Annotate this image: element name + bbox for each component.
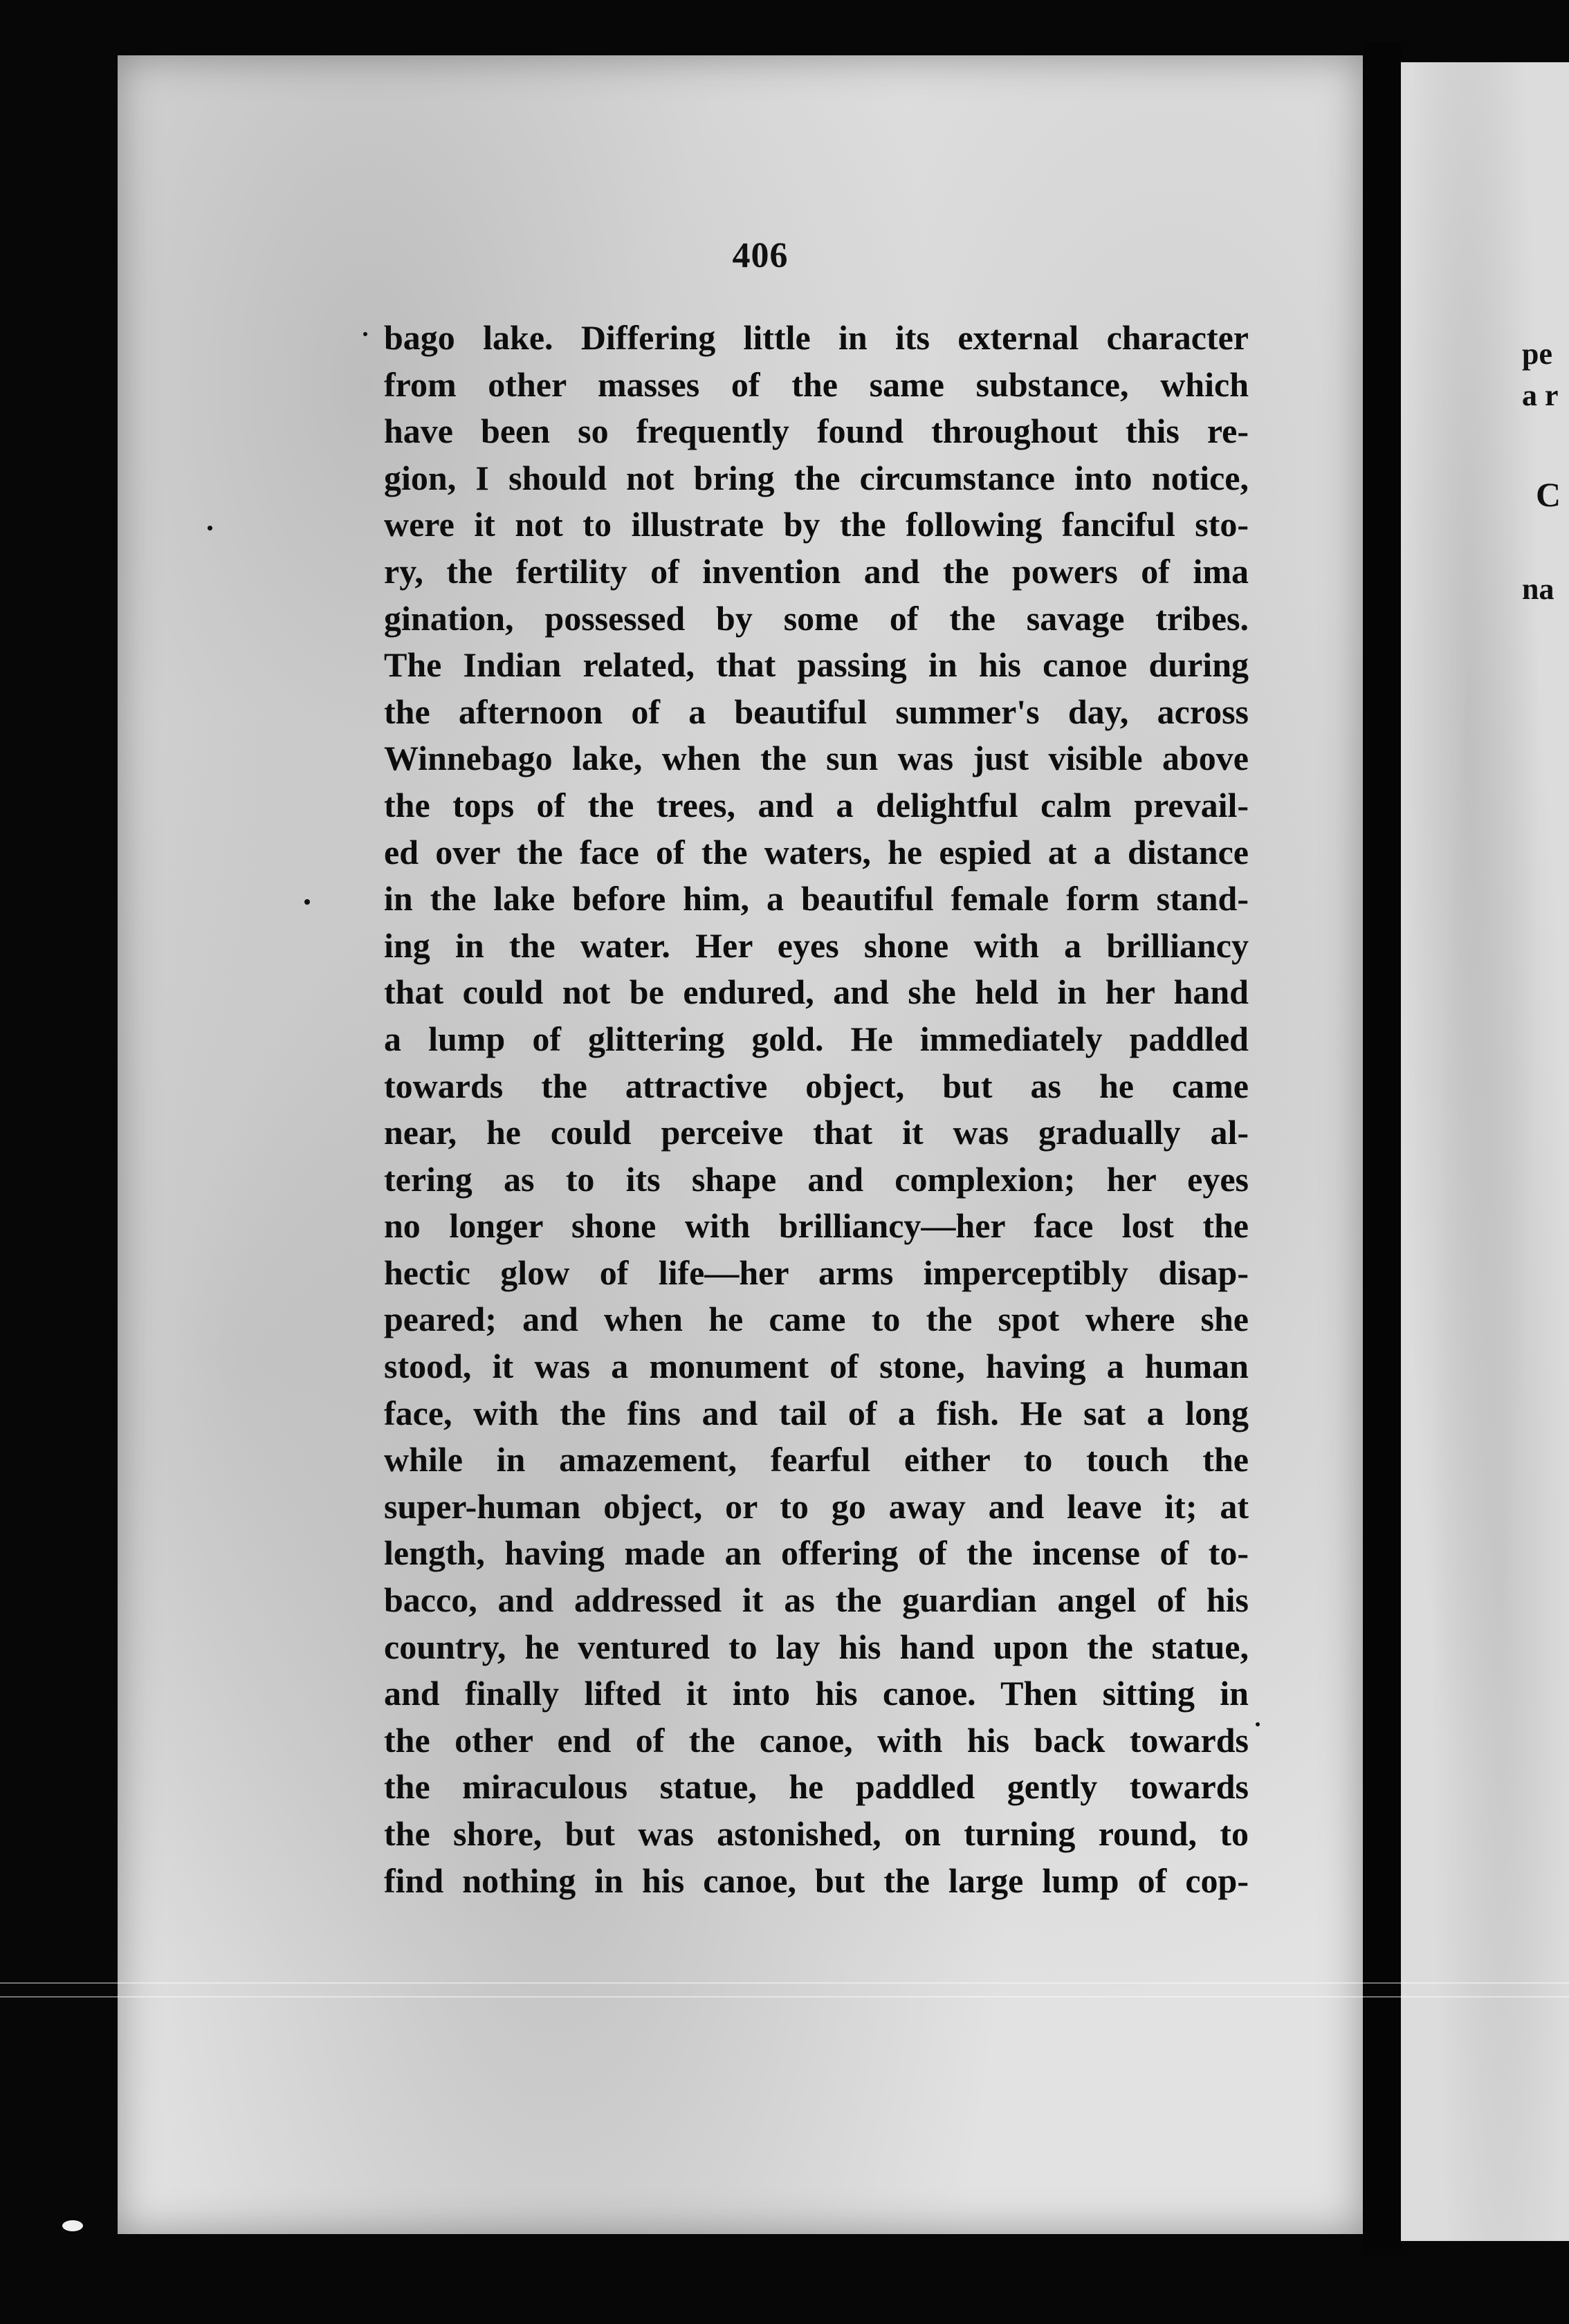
- text-line: stood, it was a monument of stone, having a human: [384, 1347, 1249, 1386]
- text-line: ry, the fertility of invention and the powers of ima: [384, 551, 1249, 591]
- text-line: the afternoon of a beautiful summer's day, across: [384, 692, 1249, 731]
- scan-line-artifact: [0, 1982, 1569, 1984]
- text-line: and finally lifted it into his canoe. Then sitting in: [384, 1674, 1249, 1713]
- text-line: peared; and when he came to the spot where she: [384, 1300, 1249, 1339]
- ink-speck: [208, 526, 212, 531]
- text-line: bacco, and addressed it as the guardian angel of his: [384, 1580, 1249, 1620]
- text-line: find nothing in his canoe, but the large lump of cop-: [384, 1861, 1249, 1900]
- text-line: a lump of glittering gold. He immediately paddled: [384, 1019, 1249, 1058]
- scan-line-artifact: [0, 1996, 1569, 1998]
- text-line: super-human object, or to go away and leave it; at: [384, 1486, 1249, 1526]
- page-number-text: 406: [732, 236, 789, 275]
- text-line: were it not to illustrate by the following fanciful sto-: [384, 505, 1249, 544]
- facing-page-fragment: pe: [1522, 337, 1552, 371]
- text-line: from other masses of the same substance, which: [384, 365, 1249, 404]
- text-line: the shore, but was astonished, on turning round, to: [384, 1814, 1249, 1853]
- ink-speck: [304, 899, 310, 905]
- facing-page-fragment: a r: [1522, 378, 1559, 412]
- facing-page-fragment: C: [1536, 475, 1561, 514]
- text-line: tering as to its shape and complexion; her eyes: [384, 1159, 1249, 1199]
- text-line: The Indian related, that passing in his canoe during: [384, 645, 1249, 685]
- text-line: the other end of the canoe, with his back towards: [384, 1720, 1249, 1760]
- text-line: that could not be endured, and she held in her hand: [384, 972, 1249, 1012]
- body-text: [384, 315, 1249, 1904]
- ink-speck: [1256, 1722, 1260, 1726]
- text-line: have been so frequently found throughout this re-: [384, 412, 1249, 451]
- text-line: ing in the water. Her eyes shone with a brilliancy: [384, 925, 1249, 965]
- text-line: hectic glow of life—her arms imperceptibly disap-: [384, 1253, 1249, 1292]
- text-line: bago lake. Differing little in its external character: [384, 318, 1249, 357]
- text-line: the tops of the trees, and a delightful calm prevail-: [384, 785, 1249, 824]
- page-number: [0, 235, 1569, 276]
- text-line: country, he ventured to lay his hand upon the statue,: [384, 1627, 1249, 1666]
- text-line: in the lake before him, a beautiful female form stand-: [384, 879, 1249, 919]
- ink-speck: [363, 332, 367, 336]
- text-line: towards the attractive object, but as he came: [384, 1066, 1249, 1105]
- text-line: the miraculous statue, he paddled gently towards: [384, 1767, 1249, 1807]
- page-gutter: [1363, 42, 1401, 2255]
- text-line: gination, possessed by some of the savage tribes.: [384, 598, 1249, 638]
- text-line: gion, I should not bring the circumstance into notice,: [384, 458, 1249, 497]
- facing-page: [1401, 62, 1569, 2241]
- facing-page-fragment: na: [1522, 572, 1554, 606]
- text-line: face, with the fins and tail of a fish. He sat a long: [384, 1393, 1249, 1432]
- scan-artifact: [62, 2220, 83, 2231]
- text-line: near, he could perceive that it was gradually al-: [384, 1113, 1249, 1152]
- text-line: ed over the face of the waters, he espied at a distance: [384, 832, 1249, 872]
- text-line: no longer shone with brilliancy—her face lost the: [384, 1206, 1249, 1246]
- text-line: while in amazement, fearful either to touch the: [384, 1440, 1249, 1479]
- text-line: Winnebago lake, when the sun was just visible above: [384, 739, 1249, 778]
- text-line: length, having made an offering of the incense of to-: [384, 1533, 1249, 1573]
